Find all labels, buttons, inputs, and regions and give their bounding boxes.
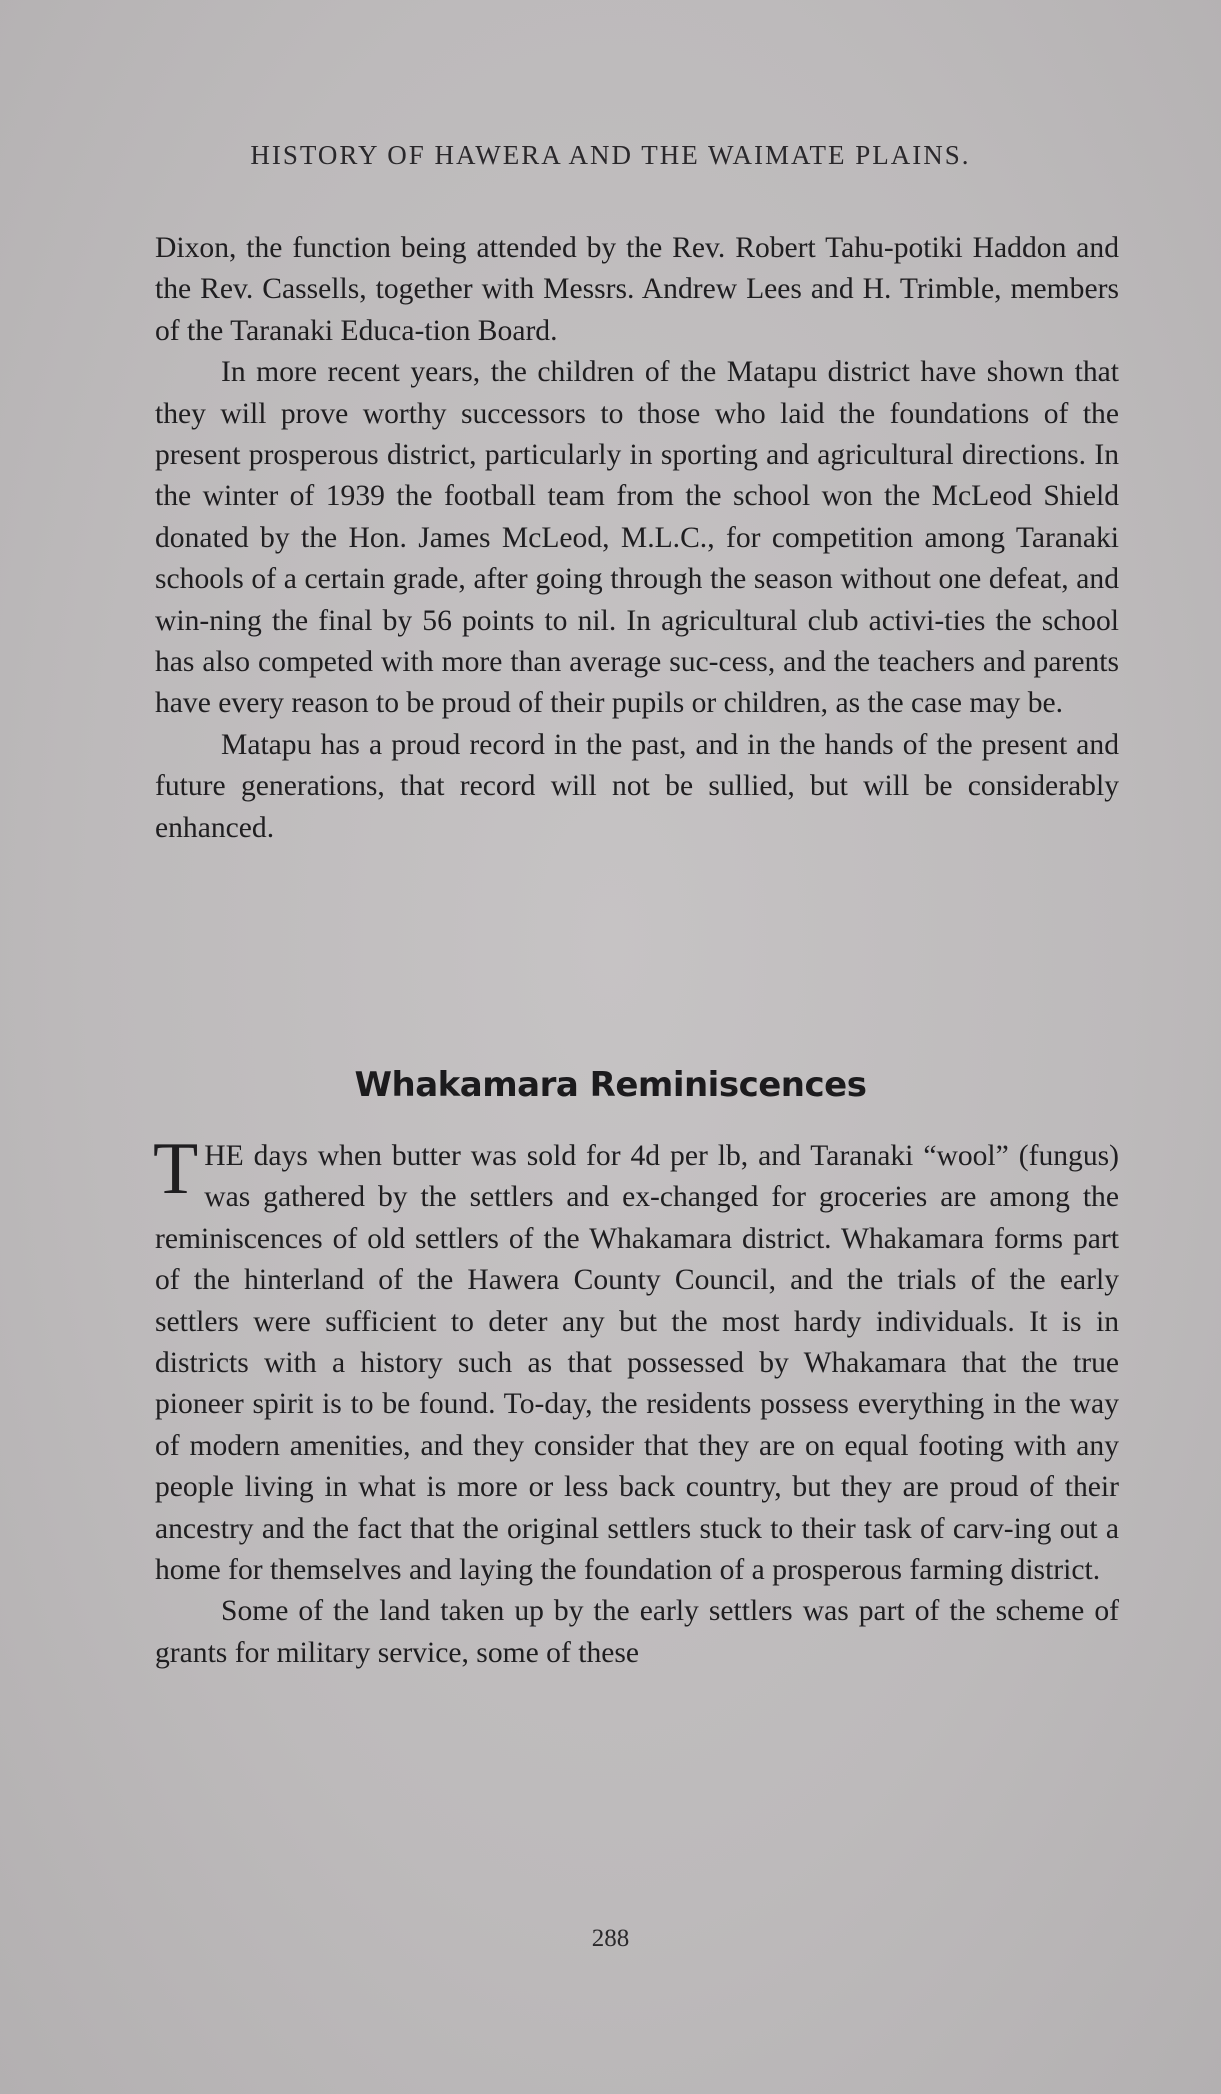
- page-number: 288: [591, 1925, 630, 1952]
- top-text-block: [155, 228, 1119, 849]
- section-heading: Whakamara Reminiscences: [354, 1065, 867, 1105]
- paragraph-matapu-record: Matapu has a proud record in the past, and in the hands of the present and future generations, that record will not be sullied, but will be considerably enhanced.: [155, 728, 1119, 844]
- drop-cap: T: [153, 1128, 199, 1210]
- paragraph-matapu-recent-years: In more recent years, the children of the Matapu district have shown that they will prove worthy successors to those who laid the foundations of the present prosperous district, particularly in sporting and agricultural directions. In the winter of 1939 the football team from the school won the McLeod Shield donated by the Hon. James McLeod, M.L.C., for competition among Taranaki schools of a certain grade, after going through the season without one defeat, and win-ning the final by 56 points to nil. In agricultural club activi-ties the school has also competed with more than average suc-cess, and the teachers and parents have every reason to be proud of their pupils or children, as the case may be.: [155, 356, 1119, 720]
- paragraph-whakamara-intro: [153, 1128, 1119, 1591]
- running-head: HISTORY OF HAWERA AND THE WAIMATE PLAINS.: [250, 140, 971, 170]
- paragraph-land-grants: Some of the land taken up by the early settlers was part of the scheme of grants for military service, some of these: [155, 1595, 1119, 1669]
- paragraph-whakamara-intro-text: HE days when butter was sold for 4d per lb, and Taranaki “wool” (fungus) was gathered by the settlers and ex-changed for groceries are among the reminiscences of old settlers of the Whakamara district. Whakamara forms part of the hinterland of the Hawera County Council, and the trials of the early settlers were sufficient to deter any but the most hardy individuals. It is in districts with a history such as that possessed by Whakamara that the true pioneer spirit is to be found. To-day, the residents possess everything in the way of modern amenities, and they consider that they are on equal footing with any people living in what is more or less back country, but they are proud of their ancestry and the fact that the original settlers stuck to their task of carv-ing out a home for themselves and laying the foundation of a prosperous farming district.: [155, 1140, 1119, 1587]
- paragraph-dixon: Dixon, the function being attended by the Rev. Robert Tahu-potiki Haddon and the Rev. Cassells, together with Messrs. Andrew Lees and H. Trimble, members of the Taranaki Educa-tion Board.: [155, 232, 1119, 347]
- bottom-text-block: [153, 1128, 1119, 1674]
